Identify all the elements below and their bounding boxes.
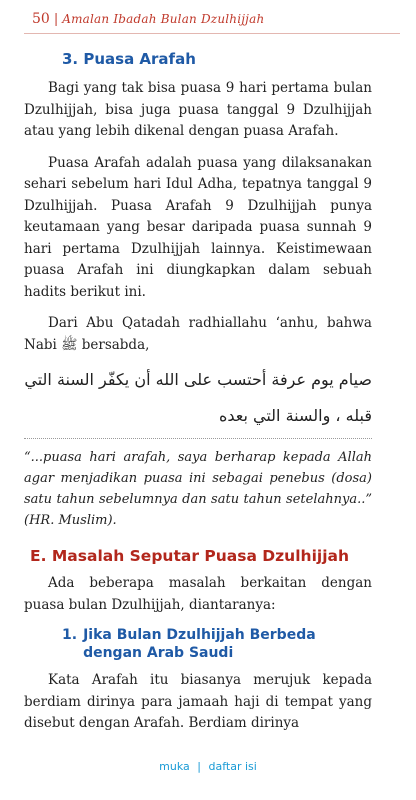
paragraph-hadith-intro: Dari Abu Qatadah radhiallahu ‘anhu, bahwa Nabi ﷺ bersabda,: [24, 315, 372, 353]
subheading-title-line-1: Jika Bulan Dzulhijjah Berbeda: [83, 627, 316, 643]
section-heading-masalah: E. Masalah Seputar Puasa Dzulhijjah: [30, 547, 349, 565]
link-daftar-isi[interactable]: daftar isi: [208, 760, 257, 773]
subheading-bulan-berbeda: [62, 626, 372, 662]
subheading-number: 1.: [62, 627, 78, 643]
header-divider: [24, 33, 400, 34]
footer-nav: [0, 760, 416, 773]
arabic-hadith-line-1: صيام يوم عرفة أحتسب على الله أن يكفّر السنة التي: [24, 370, 372, 389]
footer-separator: |: [197, 760, 201, 773]
hadith-translation-quote: “...puasa hari arafah, saya berharap kepada Allah agar menjadikan puasa ini sebagai penebus (dosa) satu tahun sebelumnya dan satu tahun setelahnya..” (HR. Muslim).: [24, 438, 372, 531]
paragraph-arafah-meaning: Kata Arafah itu biasanya merujuk kepada berdiam dirinya para jamaah haji di tempat yang disebut dengan Arafah. Berdiam dirinya: [24, 672, 372, 731]
arabic-hadith-line-2: قبله ، والسنة التي بعده: [218, 406, 372, 425]
paragraph-definition: Puasa Arafah adalah puasa yang dilaksanakan sehari sebelum hari Idul Adha, tepatnya tanggal 9 Dzulhijjah. Puasa Arafah 9 Dzulhijjah punya keutamaan yang besar daripada puasa sunnah 9 hari pertama Dzulhijjah lainnya. Keistimewaan puasa Arafah ini diungkapkan dalam sebuah hadits berikut ini.: [24, 154, 372, 300]
subheading-title-line-2: dengan Arab Saudi: [83, 645, 234, 661]
paragraph-intro: Bagi yang tak bisa puasa 9 hari pertama bulan Dzulhijjah, bisa juga puasa tanggal 9 Dzulhijjah atau yang lebih dikenal dengan puasa Arafah.: [24, 80, 372, 139]
page-content: [24, 40, 372, 745]
link-muka[interactable]: muka: [159, 760, 190, 773]
subheading-title: [83, 626, 316, 662]
paragraph-masalah-intro: Ada beberapa masalah berkaitan dengan puasa bulan Dzulhijjah, diantaranya:: [24, 575, 372, 613]
book-title: Amalan Ibadah Bulan Dzulhijjah: [62, 12, 265, 26]
page-number: 50: [32, 11, 50, 27]
header-separator: |: [53, 11, 59, 27]
section-heading-puasa-arafah: 3. Puasa Arafah: [62, 50, 196, 68]
page-header: [32, 8, 396, 30]
